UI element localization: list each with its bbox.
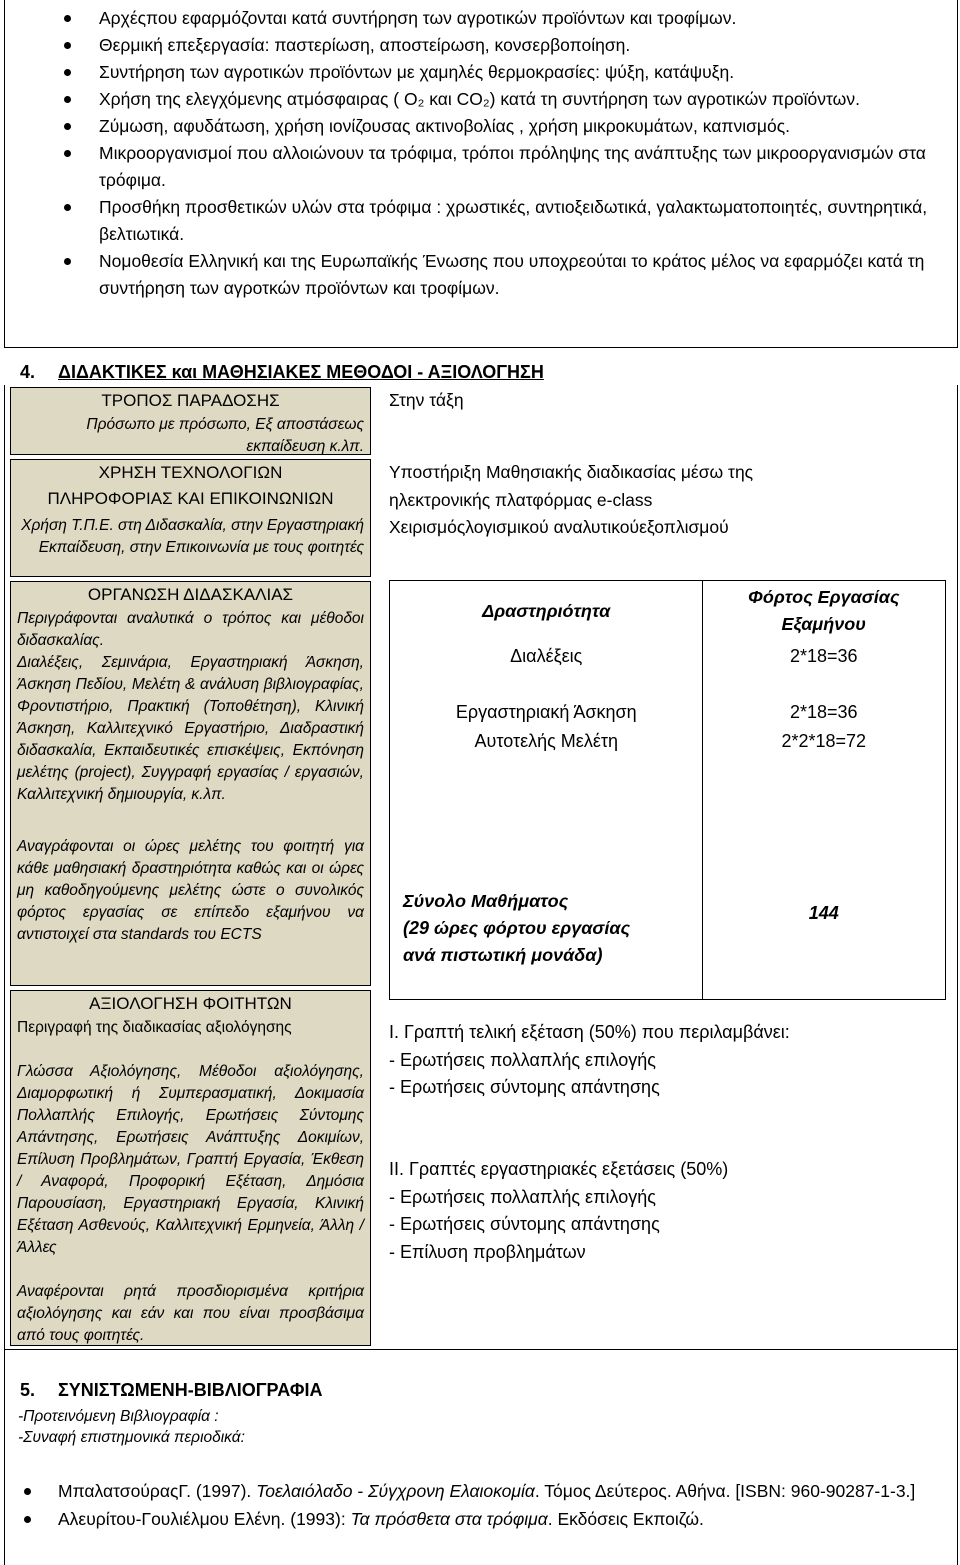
organisation-hint-list: Διαλέξεις, Σεμινάρια, Εργαστηριακή Άσκηση, Άσκηση Πεδίου, Μελέτη & ανάλυση βιβλιογραφίας, Φροντιστήριο, Πρακτική (Τοποθέτηση), Κλινική Άσκηση, Καλλιτεχνικό Εργαστήριο, Διαδραστική διδασκαλία, Εκπαιδευτικές επισκέψεις, Εκπόνηση μελέτης (project), Συγγραφή εργασίας / εργασιών, Καλλιτεχνική δημιουργία, κ.λπ. — [17, 654, 364, 803]
row-activity: Αυτοτελής Μελέτη — [474, 730, 618, 751]
table-row — [390, 643, 946, 699]
table-row — [390, 728, 946, 888]
row-activity: Εργαστηριακή Άσκηση — [455, 701, 637, 722]
col-load-header: Φόρτος Εργασίας Εξαμήνου — [748, 587, 900, 634]
bullet-dot-icon — [64, 15, 71, 22]
bullet-item: Συντήρηση των αγροτικών προϊόντων με χαμηλές θερμοκρασίες: ψύξη, κατάψυξη. — [5, 59, 957, 86]
bibliography-list — [4, 1478, 958, 1533]
bullet-dot-icon — [64, 258, 71, 265]
section-4-number: 4. — [20, 362, 36, 382]
bullet-item: Χρήση της ελεγχόμενης ατμόσφαιρας ( O₂ και CO₂) κατά τη συντήρηση των αγροτικών προϊόντων. — [5, 86, 957, 113]
evaluation-item: - Ερωτήσεις πολλαπλής επιλογής — [389, 1186, 656, 1207]
ict-label-cell — [10, 459, 371, 577]
section-5-title: ΣΥΝΙΣΤΩΜΕΝΗ-ΒΙΒΛΙΟΓΡΑΦΙΑ — [58, 1380, 323, 1400]
bullet-item: Θερμική επεξεργασία: παστερίωση, αποστείρωση, κονσερβοποίηση. — [5, 32, 957, 59]
evaluation-hint-description: Περιγραφή της διαδικασίας αξιολόγησης — [17, 1019, 292, 1036]
reference-title: Τα πρόσθετα στα τρόφιμα — [350, 1508, 548, 1529]
evaluation-item: - Ερωτήσεις σύντομης απάντησης — [389, 1077, 660, 1097]
total-label: Σύνολο Μαθήματος (29 ώρες φόρτου εργασίας ανά πιστωτική μονάδα) — [403, 890, 631, 965]
content-bullet-list — [5, 0, 957, 302]
section-5-number: 5. — [20, 1380, 36, 1400]
bullet-dot-icon — [64, 69, 71, 76]
bullet-dot-icon — [64, 96, 71, 103]
workload-table — [389, 580, 946, 1000]
row-load: 2*2*18=72 — [781, 730, 867, 751]
bullet-item: Προσθήκη προσθετικών υλών στα τρόφιμα : χρωστικές, αντιοξειδωτικά, γαλακτωματοποιητές, συντηρητικά, βελτιωτικά. — [5, 194, 957, 248]
row-load: 2*18=36 — [789, 645, 858, 666]
evaluation-part-2 — [389, 1156, 728, 1266]
ict-heading-line1: ΧΡΗΣΗ ΤΕΧΝΟΛΟΓΙΩΝ — [98, 463, 283, 482]
total-value: 144 — [808, 902, 839, 923]
evaluation-hint-methods: Γλώσσα Αξιολόγησης, Μέθοδοι αξιολόγησης, Διαμορφωτική ή Συμπερασματική, Δοκιμασία Πολλαπλής Επιλογής, Ερωτήσεις Σύντομης Απάντησης, Ερωτήσεις Ανάπτυξης Δοκιμίων, Επίλυση Προβλημάτων, Γραπτή Εργασία, Έκθεση / Αναφορά, Προφορική Εξέταση, Δημόσια Παρουσίαση, Εργαστηριακή Εργασία, Κλινική Εξέταση Ασθενούς, Καλλιτεχνική Ερμηνεία, Άλλη / Άλλες — [17, 1063, 364, 1256]
bibliography-item: ΜπαλατσούραςΓ. (1997). Τοελαιόλαδο - Σύγχρονη Ελαιοκομία. Τόμος Δεύτερος. Αθήνα. [ISBN: 960-90287-1-3.] — [4, 1478, 958, 1506]
bullet-dot-icon — [24, 1516, 31, 1523]
delivery-heading: ΤΡΟΠΟΣ ΠΑΡΑΔΟΣΗΣ — [101, 391, 280, 410]
bullet-dot-icon — [64, 42, 71, 49]
bullet-item: Μικροοργανισμοί που αλλοιώνουν τα τρόφιμα, τρόποι πρόληψης της ανάπτυξης των μικροοργανισμών στα τρόφιμα. — [5, 140, 957, 194]
evaluation-heading: ΑΞΙΟΛΟΓΗΣΗ ΦΟΙΤΗΤΩΝ — [89, 994, 292, 1013]
bullet-dot-icon — [64, 204, 71, 211]
evaluation-item: - Ερωτήσεις πολλαπλής επιλογής — [389, 1049, 656, 1070]
section-4-title: ΔΙΔΑΚΤΙΚΕΣ και ΜΑΘΗΣΙΑΚΕΣ ΜΕΘΟΔΟΙ - ΑΞΙΟΛΟΓΗΣΗ — [58, 362, 544, 382]
ict-value-line3: Χειρισμόςλογισμικού αναλυτικούεξοπλισμού — [389, 517, 729, 537]
table-column-divider — [702, 580, 703, 1000]
bullet-item: Νομοθεσία Ελληνική και της Ευρωπαϊκής Ένωσης που υποχρεούται το κράτος μέλος να εφαρμόζει κατά τη συντήρηση των αγροτκών προϊόντων και τροφίμων. — [5, 248, 957, 302]
ict-hint: Χρήση Τ.Π.Ε. στη Διδασκαλία, στην Εργαστηριακή Εκπαίδευση, στην Επικοινωνία με τους φοιτητές — [21, 517, 364, 556]
row-load: 2*18=36 — [789, 701, 858, 722]
section-4-heading — [20, 360, 544, 384]
bullet-item: Αρχέςπου εφαρμόζονται κατά συντήρηση των αγροτικών προϊόντων και τροφίμων. — [5, 5, 957, 32]
delivery-value: Στην τάξη — [389, 390, 464, 410]
section-5-heading — [20, 1378, 323, 1402]
ict-value-line2: ηλεκτρονικής πλατφόρμας e-class — [389, 489, 653, 510]
ict-value — [389, 459, 753, 542]
col-activity-header: Δραστηριότητα — [482, 601, 611, 622]
delivery-label-cell — [10, 387, 371, 455]
evaluation-item: - Επίλυση προβλημάτων — [389, 1241, 586, 1262]
evaluation-hint-criteria: Αναφέρονται ρητά προσδιορισμένα κριτήρια αξιολόγησης και εάν και που είναι προσβάσιμα από τους φοιτητές. — [17, 1283, 364, 1344]
table-row — [390, 699, 946, 728]
table-total-row — [390, 888, 946, 1000]
organisation-hint-methods: Περιγράφονται αναλυτικά ο τρόπος και μέθοδοι διδασκαλίας. — [17, 610, 364, 649]
bullet-dot-icon — [64, 150, 71, 157]
row-activity: Διαλέξεις — [510, 645, 583, 666]
related-journals-label: -Συναφή επιστημονικά περιοδικά: — [18, 1429, 245, 1446]
organisation-label-cell — [10, 581, 371, 986]
bullet-dot-icon — [64, 123, 71, 130]
table-header-row — [390, 581, 946, 643]
evaluation-item: - Ερωτήσεις σύντομης απάντησης — [389, 1214, 660, 1234]
organisation-hint-hours: Αναγράφονται οι ώρες μελέτης του φοιτητή για κάθε μαθησιακή δραστηριότητα καθώς και οι ώρες μη καθοδηγούμενης μελέτης ώστε ο συνολικός φόρτος εργασίας σε επίπεδο εξαμήνου να αντιστοιχεί στα standards του ECTS — [17, 838, 364, 943]
suggested-bibliography-label: -Προτεινόμενη Βιβλιογραφία : — [18, 1408, 219, 1425]
evaluation-label-cell — [10, 990, 371, 1346]
delivery-hint: Πρόσωπο με πρόσωπο, Εξ αποστάσεως εκπαίδευση κ.λπ. — [86, 416, 364, 455]
bibliography-item: Αλευρίτου-Γουλιέλμου Ελένη. (1993): Τα πρόσθετα στα τρόφιμα. Εκδόσεις Εκποιζώ. — [4, 1506, 958, 1534]
evaluation-part-2-title: ΙΙ. Γραπτές εργαστηριακές εξετάσεις (50%) — [389, 1159, 729, 1179]
evaluation-part-1 — [389, 1019, 790, 1102]
bullet-item: Ζύμωση, αφυδάτωση, χρήση ιονίζουσας ακτινοβολίας , χρήση μικροκυμάτων, καπνισμός. — [5, 113, 957, 140]
reference-title: Τοελαιόλαδο - Σύγχρονη Ελαιοκομία — [256, 1481, 535, 1501]
ict-heading-line2: ΠΛΗΡΟΦΟΡΙΑΣ ΚΑΙ ΕΠΙΚΟΙΝΩΝΙΩΝ — [47, 489, 334, 508]
organisation-heading: ΟΡΓΑΝΩΣΗ ΔΙΔΑΣΚΑΛΙΑΣ — [87, 585, 294, 604]
bullet-dot-icon — [24, 1488, 31, 1495]
evaluation-part-1-title: Ι. Γραπτή τελική εξέταση (50%) που περιλαμβάνει: — [389, 1022, 790, 1042]
ict-value-line1: Υποστήριξη Μαθησιακής διαδικασίας μέσω της — [389, 462, 754, 482]
content-bullets-box — [4, 0, 958, 348]
